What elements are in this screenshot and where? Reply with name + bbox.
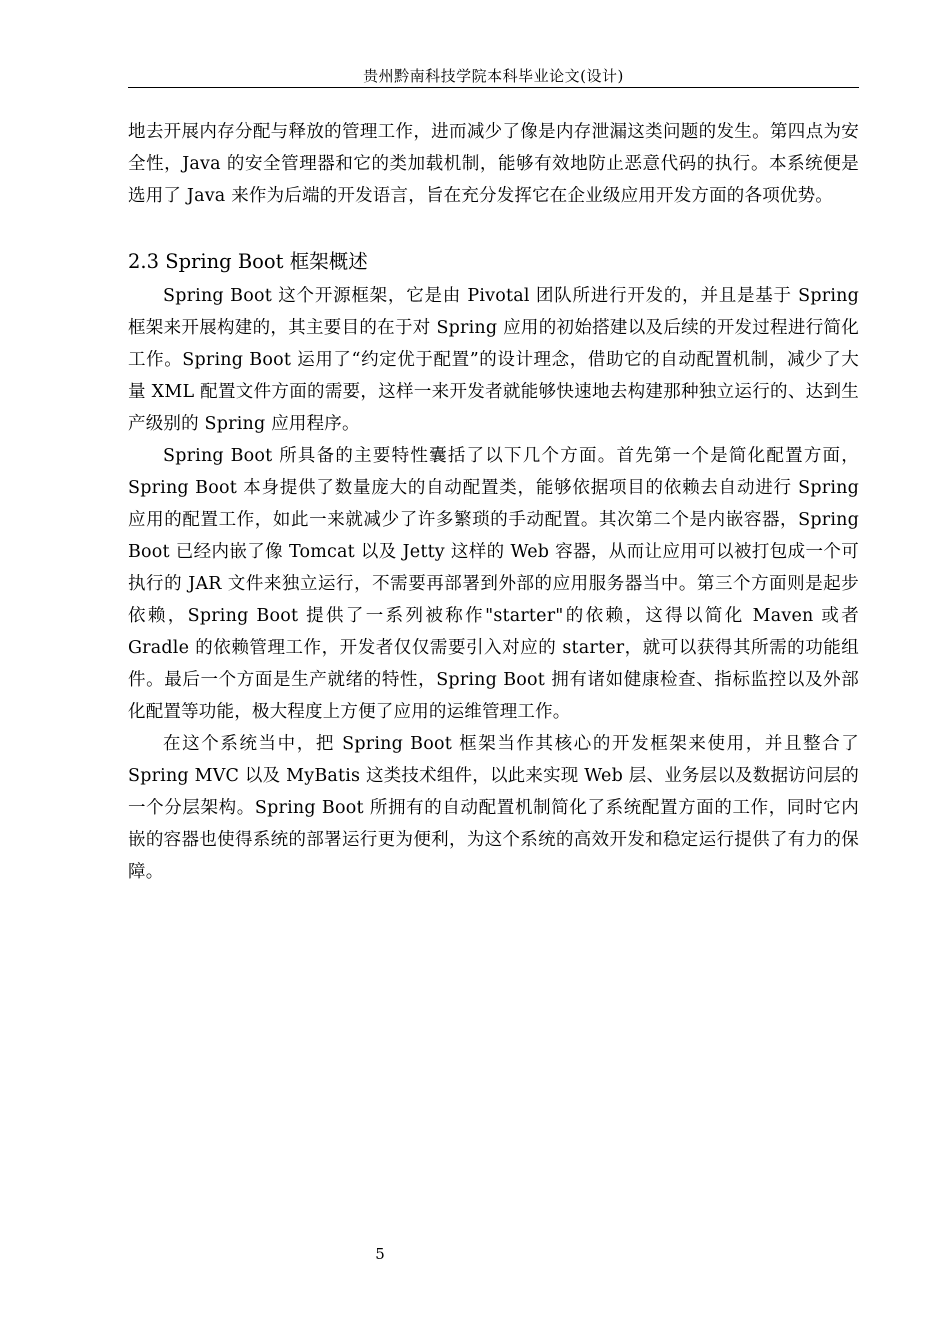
paragraph-overview: Spring Boot 这个开源框架，它是由 Pivotal 团队所进行开发的，并且是基于 Spring 框架来开展构建的，其主要目的在于对 Spring 应用的初始搭建以及后续的开发过程进行简化工作。Spring Boot 运用了“约定优于配置”的设计理念，借助它的自动配置机制，减少了大量 XML 配置文件方面的需要，这样一来开发者就能够快速地去构建那种独立运行的、达到生产级别的 Spring 应用程序。 xyxy=(128,286,859,434)
header-rule xyxy=(128,87,859,88)
paragraph-system-usage: 在这个系统当中，把 Spring Boot 框架当作其核心的开发框架来使用，并且整合了 Spring MVC 以及 MyBatis 这类技术组件，以此来实现 Web 层、业务层以及数据访问层的一个分层架构。Spring Boot 所拥有的自动配置机制简化了系统配置方面的工作，同时它内嵌的容器也使得系统的部署运行更为便利，为这个系统的高效开发和稳定运行提供了有力的保障。 xyxy=(128,734,859,882)
page-number: 5 xyxy=(375,1245,385,1263)
body-text xyxy=(128,116,859,888)
section-heading: 2.3 Spring Boot 框架概述 xyxy=(128,250,368,273)
running-header: 贵州黔南科技学院本科毕业论文(设计) xyxy=(363,67,624,85)
continued-paragraph: 地去开展内存分配与释放的管理工作，进而减少了像是内存泄漏这类问题的发生。第四点为安全性，Java 的安全管理器和它的类加载机制，能够有效地防止恶意代码的执行。本系统便是选用了 Java 来作为后端的开发语言，旨在充分发挥它在企业级应用开发方面的各项优势。 xyxy=(128,122,859,206)
paragraph-features: Spring Boot 所具备的主要特性囊括了以下几个方面。首先第一个是简化配置方面，Spring Boot 本身提供了数量庞大的自动配置类，能够依据项目的依赖去自动进行 Spring 应用的配置工作，如此一来就减少了许多繁琐的手动配置。其次第二个是内嵌容器，Spring Boot 已经内嵌了像 Tomcat 以及 Jetty 这样的 Web 容器，从而让应用可以被打包成一个可执行的 JAR 文件来独立运行，不需要再部署到外部的应用服务器当中。第三个方面则是起步依赖，Spring Boot 提供了一系列被称作"starter"的依赖，这得以简化 Maven 或者 Gradle 的依赖管理工作，开发者仅仅需要引入对应的 starter，就可以获得其所需的功能组件。最后一个方面是生产就绪的特性，Spring Boot 拥有诸如健康检查、指标监控以及外部化配置等功能，极大程度上方便了应用的运维管理工作。 xyxy=(128,446,859,722)
